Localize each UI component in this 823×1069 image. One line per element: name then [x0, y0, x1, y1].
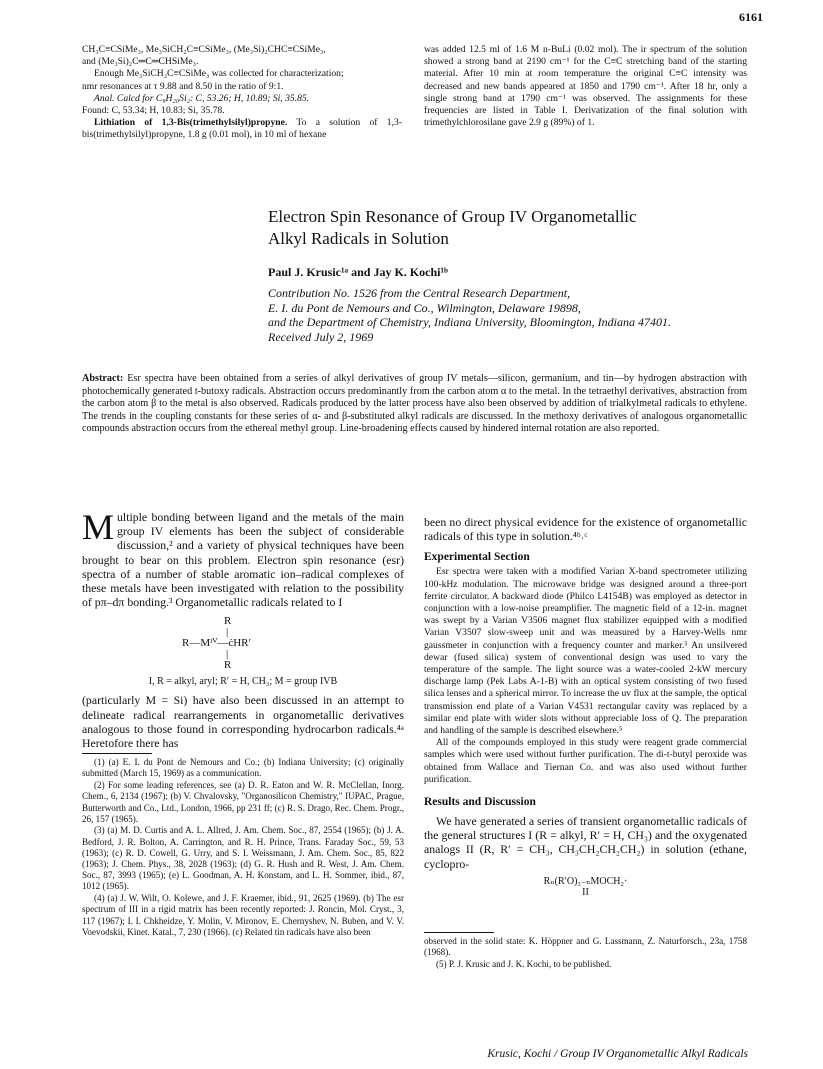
- structure-top: R: [224, 615, 232, 628]
- experimental-section: [424, 566, 747, 786]
- footnote-rule-right: [424, 932, 494, 933]
- abstract: [82, 373, 747, 436]
- formula-ii-label: II: [582, 886, 589, 898]
- bond-bottom: |: [226, 648, 229, 661]
- top-right-column: [424, 44, 747, 129]
- running-footer: Krusic, Kochi / Group IV Organometallic Alkyl Radicals: [487, 1048, 748, 1060]
- title-line: Electron Spin Resonance of Group IV Organometallic: [268, 207, 637, 226]
- drop-cap: M: [82, 507, 115, 547]
- article-title: [268, 206, 748, 250]
- footnotes-right: [424, 936, 747, 970]
- footnote: (3) (a) M. D. Curtis and A. L. Allred, J. Am. Chem. Soc., 87, 2554 (1965); (b) J. A. Bedford, J. R. Bolton, A. Carrington, and R. H. Prince, Trans. Faraday Soc., 59, 53 (1963); (c) R. D. Cowell, G. Urry, and S. I. Weissmann, J. Am. Chem. Soc., 85, 822 (1963); J. Chem. Phys., 38, 2028 (1963); (d) G. R. Hush and R. West, J. Am. Chem. Soc., 87, 3993 (1965); (e) L. Goodman, A. H. Konstam, and L. H. Sommer, ibid., 87, 1012 (1965).: [82, 825, 404, 892]
- text-line: Enough Me₃SiCH₂C≡CSiMe₃ was collected for characterization;: [94, 68, 344, 80]
- intro-end: been no direct physical evidence for the existence of organometallic radicals of this type in solution.⁴ᵇ˒ᶜ: [424, 515, 747, 544]
- received-date: Received July 2, 1969: [268, 329, 374, 344]
- intro-paragraph-cont: (particularly M = Si) have also been discussed in an attempt to delineate radical rearrangements in organometallic derivatives analogous to those found in corresponding hydrocarbon radicals.⁴ᵃ Heretofore there has: [82, 693, 404, 751]
- left-body-column: [82, 507, 404, 938]
- intro-text: ultiple bonding between ligand and the metals of the main group IV elements has been the subject of considerable discussion,² and a variety of physical techniques have been brought to bear on this problem. Electron spin resonance (esr) spectra of a number of stable aromatic ion–radical complexes of these metals have been investigated with relation to the possibility of pπ–dπ bonding.³ Organometallic radicals related to I: [82, 510, 404, 610]
- affiliation-line: and the Department of Chemistry, Indiana University, Bloomington, Indiana 47401.: [268, 315, 671, 329]
- top-right-paragraph: was added 12.5 ml of 1.6 M n-BuLi (0.02 mol). The ir spectrum of the solution showed a strong band at 2190 cm⁻¹ for the C≡C stretching band of the starting material. After 10 min at room temperature the original C≡C intensity was decreased and new bands appeared at 1850 and 1790 cm⁻¹. After 18 hr, only a single strong band at 1790 cm⁻¹ was observed. The assignments for these frequencies are listed in Table I. Derivatization of the final solution with trimethylchlorosilane gave 2.9 g (89%) of 1.: [424, 44, 747, 129]
- abstract-label: Abstract:: [82, 373, 124, 384]
- formula-ii: Rₙ(R′O)₃₋ₙMOCH₂·: [543, 875, 628, 887]
- text-line: CH₃C≡CSiMe₃, Me₃SiCH₂C≡CSiMe₃, (Me₃Si)₂CHC≡CSiMe₃,: [82, 44, 326, 55]
- abstract-text: Esr spectra have been obtained from a series of alkyl derivatives of group IV metals—silicon, germanium, and tin—by hydrogen abstraction with photochemically generated t-butoxy radicals. Abstraction occurs predominantly from the carbon atom α to the metal. In the tetraethyl derivatives, abstraction from the carbon atom β to the metal is also observed. Radicals produced by the latter process have also been observed by addition of trialkylmetal radicals to ethylene. The trends in the coupling constants for these series of α- and β-substituted alkyl radicals are discussed. In the methoxy derivatives of analogous organometallic compounds abstraction occurs from the ethereal methyl group. Line-broadening effects caused by hindered internal rotation are also reported.: [82, 373, 747, 435]
- structure-main: R—Mᴵⱽ—ċHR′: [182, 637, 251, 650]
- text-line: nmr resonances at τ 9.88 and 8.50 in the ratio of 9:1.: [82, 80, 284, 92]
- footnote: (2) For some leading references, see (a) D. R. Eaton and W. R. McClellan, Inorg. Chem., 6, 2134 (1967); (b) V. Chvalovsky, "Organosilicon Chemistry," IUPAC, Prague, Butterworth and Co., Ltd., London, 1966, pp 231 ff; (c) R. S. Drago, Rec. Chem. Progr., 26, 157 (1965).: [82, 780, 404, 824]
- top-left-column: [82, 44, 402, 142]
- right-body-column: [424, 515, 747, 970]
- title-line: Alkyl Radicals in Solution: [268, 229, 449, 248]
- footnote: observed in the solid state: K. Höppner and G. Lassmann, Z. Naturforsch., 23a, 1758 (1968).: [424, 935, 747, 958]
- footnote: (5) P. J. Krusic and J. K. Kochi, to be published.: [436, 958, 612, 969]
- structure-bottom: R: [224, 659, 232, 672]
- text-line: Anal. Calcd for C₉H₂₀Si₂: C, 53.26; H, 10.89; Si, 35.85.: [94, 92, 310, 104]
- lithiation-heading: Lithiation of 1,3-Bis(trimethylsilyl)propyne.: [94, 117, 288, 129]
- affiliation-line: E. I. du Pont de Nemours and Co., Wilmington, Delaware 19898,: [268, 300, 581, 315]
- text-line: Found: C, 53.34; H, 10.83; Si, 35.78.: [82, 105, 225, 117]
- experimental-heading: Experimental Section: [424, 551, 530, 564]
- footnote: (1) (a) E. I. du Pont de Nemours and Co.; (b) Indiana University; (c) originally submitted (March 15, 1969) as a communication.: [82, 757, 404, 779]
- structure-i: [182, 615, 404, 672]
- authors: Paul J. Krusic¹ᵃ and Jay K. Kochi¹ᵇ: [268, 265, 448, 279]
- structure-caption: I, R = alkyl, aryl; R′ = H, CH₃; M = group IVB: [148, 676, 338, 688]
- footnote: (4) (a) J. W. Wilt, O. Kolewe, and J. F. Kraemer, ibid., 91, 2625 (1969). (b) The esr spectrum of III in a rigid matrix has been recently reported: J. Roncin, Mol. Cryst., 3, 117 (1967); I. I. Chkheidze, Y. Molin, V. Mironov, E. Chernyshev, N. Buben, and V. V. Voevodskii, Kinet. Katal., 7, 230 (1966). (c) Related tin radicals have also been: [82, 893, 404, 937]
- experimental-paragraph: All of the compounds employed in this study were reagent grade commercial samples which were used without further purification. The di-t-butyl peroxide was obtained from Wallace and Tiernan Co. and was also used without further purification.: [424, 737, 747, 785]
- text-line: and (Me₃Si)₂C═C═CHSiMe₃.: [82, 56, 199, 68]
- intro-paragraph: [82, 507, 404, 610]
- affiliation-line: Contribution No. 1526 from the Central Research Department,: [268, 286, 571, 300]
- bond-top: |: [226, 626, 229, 639]
- footnotes-left: [82, 757, 404, 938]
- experimental-paragraph: Esr spectra were taken with a modified Varian X-band spectrometer utilizing 100-kHz modulation. The microwave bridge was designed around a three-port ferrite circulator. A backward diode (Philco L4154B) was employed as detector in conjunction with a low-noise preamplifier. The magnetic field of a 12-in. magnet was swept by a Varian V3506 magnet flux stabilizer equipped with a modified Varian V3507 slow-sweep unit and was measured by a Harvey-Wells nmr gaussmeter in conjunction with a frequency counter and marker.⁵ An unsilvered dewar (fused silica) system of conventional design was used to vary the temperature of the sample. The light source was a water-cooled 2-kW mercury discharge lamp (Pek Labs A-1-B) with an optical system consisting of two fused silica lenses and a spherical mirror. To increase the uv flux at the sample, the optical transmission end plate of a Varian V4531 rectangular cavity was replaced by a similar end plate with wider slots without appreciable loss of Q. The preparation and handling of the sample is described elsewhere.⁵: [424, 566, 747, 737]
- results-paragraph: We have generated a series of transient organometallic radicals of the general structures I (R = alkyl, R′ = H, CH₃) and the oxygenated analogs II (R, R′ = CH₃, CH₃CH₂CH₂CH₂) in solution (ethane, cyclopro-: [424, 814, 747, 871]
- footnote-rule: [82, 753, 152, 754]
- affiliation: [268, 286, 768, 344]
- page-number: 6161: [739, 10, 763, 24]
- lithiation-text: To a solution of 1,3-bis(trimethylsilyl)propyne, 1.8 g (0.01 mol), in 10 ml of hexane: [82, 117, 402, 141]
- results-heading: Results and Discussion: [424, 796, 536, 809]
- lithiation-paragraph: [82, 117, 402, 141]
